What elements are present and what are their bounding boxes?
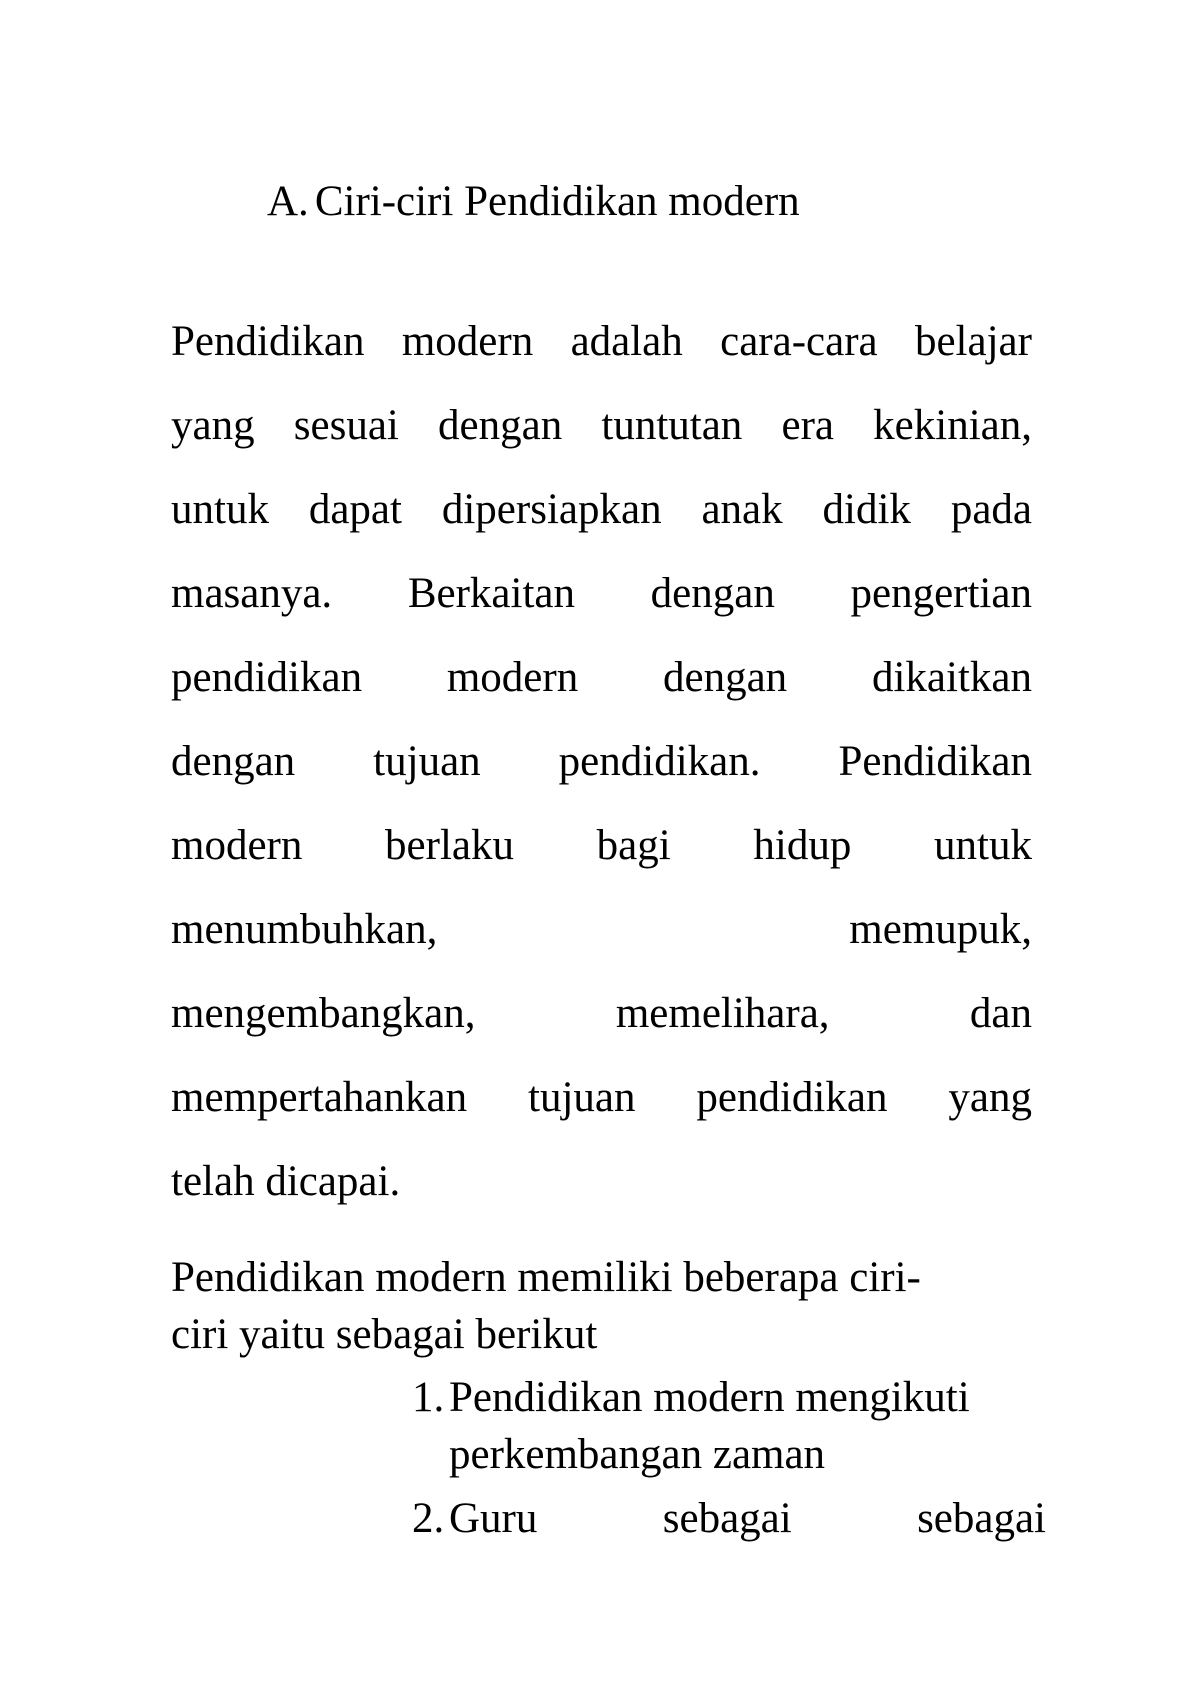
word: yang <box>948 1074 1032 1121</box>
word: pendidikan <box>696 1074 888 1121</box>
word: pengertian <box>850 570 1032 617</box>
word: bagi <box>596 822 671 869</box>
paragraph-line <box>171 650 1032 734</box>
word: era <box>781 402 834 449</box>
word: modern <box>401 318 534 365</box>
list-item-line <box>449 1491 1046 1548</box>
word: sebagai <box>917 1495 1046 1542</box>
list-item-line: perkembangan zaman <box>449 1431 826 1478</box>
list-item <box>412 1370 1046 1484</box>
paragraph-line <box>171 818 1032 902</box>
word: untuk <box>934 822 1032 869</box>
word: dengan <box>663 654 788 701</box>
paragraph-line <box>171 314 1032 398</box>
word: pendidikan <box>171 654 363 701</box>
word: masanya. <box>171 570 333 617</box>
word: dikaitkan <box>871 654 1032 701</box>
word: pendidikan. <box>558 738 761 785</box>
word: dengan <box>650 570 775 617</box>
word: tuntutan <box>601 402 743 449</box>
section-heading <box>267 174 800 230</box>
word: didik <box>822 486 911 533</box>
word: Guru <box>449 1495 538 1542</box>
word: anak <box>701 486 783 533</box>
word: Berkaitan <box>407 570 575 617</box>
word: memelihara, <box>615 990 830 1037</box>
word: memupuk, <box>849 906 1032 953</box>
word: berlaku <box>385 822 514 869</box>
list-item-line: Pendidikan modern mengikuti <box>449 1374 970 1421</box>
word: cara-cara <box>720 318 878 365</box>
word: modern <box>446 654 579 701</box>
word: modern <box>171 822 303 869</box>
word: sesuai <box>293 402 399 449</box>
word: kekinian, <box>873 402 1032 449</box>
word: belajar <box>914 318 1032 365</box>
word: dan <box>969 990 1032 1037</box>
paragraph-line <box>171 482 1032 566</box>
paragraph-line <box>171 566 1032 650</box>
paragraph-line <box>171 902 1032 986</box>
paragraph-line <box>171 986 1032 1070</box>
list-item <box>412 1491 1046 1548</box>
paragraph-intro-list <box>171 1250 1032 1364</box>
word: Pendidikan <box>838 738 1032 785</box>
word: pada <box>950 486 1032 533</box>
word: telah dicapai. <box>171 1158 401 1205</box>
word: mengembangkan, <box>171 990 476 1037</box>
list-item-number: 2. <box>412 1495 445 1542</box>
word: menumbuhkan, <box>171 906 438 953</box>
word: Pendidikan <box>171 318 365 365</box>
word: yang <box>171 402 255 449</box>
paragraph-line: ciri yaitu sebagai berikut <box>171 1311 598 1358</box>
word: dengan <box>438 402 563 449</box>
paragraph-line-last <box>171 1154 1032 1238</box>
paragraph-definition <box>171 314 1032 1238</box>
paragraph-line: Pendidikan modern memiliki beberapa ciri- <box>171 1254 921 1301</box>
word: adalah <box>570 318 683 365</box>
paragraph-line <box>171 1070 1032 1154</box>
word: tujuan <box>528 1074 636 1121</box>
numbered-list <box>412 1370 1046 1555</box>
paragraph-line <box>171 734 1032 818</box>
word: hidup <box>753 822 852 869</box>
word: dapat <box>308 486 402 533</box>
section-marker: A. <box>267 178 309 225</box>
word: tujuan <box>373 738 481 785</box>
paragraph-line <box>171 398 1032 482</box>
word: sebagai <box>662 1495 792 1542</box>
word: dipersiapkan <box>441 486 662 533</box>
list-item-number: 1. <box>412 1374 445 1421</box>
word: dengan <box>171 738 296 785</box>
word: mempertahankan <box>171 1074 468 1121</box>
word: untuk <box>171 486 269 533</box>
section-title: Ciri-ciri Pendidikan modern <box>314 178 800 225</box>
